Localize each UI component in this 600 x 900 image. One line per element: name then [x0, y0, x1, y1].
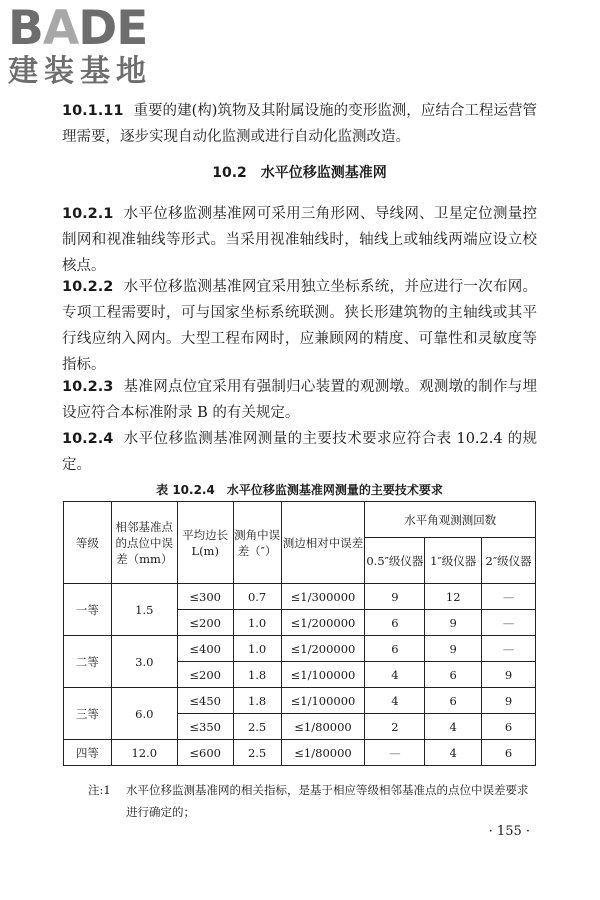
cell-r1: 6: [425, 688, 482, 714]
cell-r05: 6: [365, 636, 425, 662]
clause-number: 10.2.3: [62, 379, 114, 395]
table-caption-number: 表 10.2.4: [156, 483, 215, 497]
cell-grade: 二等: [64, 636, 112, 688]
header-side-error: 测边相对中误差: [281, 502, 365, 584]
table-row: [64, 688, 536, 714]
note-text: 水平位移监测基准网的相关指标，是基于相应等级相邻基准点的点位中误差要求进行确定的；: [126, 783, 529, 819]
logo-wordmark: BADE: [8, 1, 148, 56]
cell-r1: 6: [425, 662, 482, 688]
cell-r1: 9: [425, 636, 482, 662]
cell-grade: 三等: [64, 688, 112, 740]
header-avg-side: 平均边长 L(m): [177, 502, 233, 584]
clause-10-2-4: [62, 426, 537, 478]
bade-logo: [8, 1, 178, 89]
header-instrument-0-5: 0.5″级仪器: [365, 538, 425, 584]
header-point-error: 相邻基准点的点位中误差（mm）: [111, 502, 177, 584]
cell-relative: ≤1/100000: [281, 688, 365, 714]
clause-10-2-3: [62, 374, 537, 426]
cell-r05: 4: [365, 662, 425, 688]
table-row: [64, 584, 536, 610]
clause-text: 水平位移监测基准网可采用三角形网、导线网、卫星定位测量控制网和视准轴线等形式。当采用视准轴线时，轴线上或轴线两端应设立校核点。: [62, 206, 537, 274]
table-note: [88, 779, 532, 823]
section-title: 水平位移监测基准网: [260, 165, 387, 181]
cell-angle: 2.5: [233, 714, 281, 740]
cell-r1: 4: [425, 740, 482, 766]
cell-r2: 6: [482, 740, 536, 766]
table-caption: [62, 481, 537, 498]
page-number: · 155 ·: [488, 824, 530, 839]
clause-text: 水平位移监测基准网测量的主要技术要求应符合表 10.2.4 的规定。: [62, 431, 537, 473]
cell-relative: ≤1/80000: [281, 740, 365, 766]
cell-point-error: 12.0: [111, 740, 177, 766]
cell-angle: 1.0: [233, 636, 281, 662]
table-row: [64, 636, 536, 662]
cell-r05: —: [365, 740, 425, 766]
cell-relative: ≤1/300000: [281, 584, 365, 610]
cell-side: ≤300: [177, 584, 233, 610]
technical-requirements-table: [63, 501, 536, 766]
clause-text: 水平位移监测基准网宜采用独立坐标系统，并应进行一次布网。专项工程需要时，可与国家坐标系统联测。狭长形建筑物的主轴线或其平行线应纳入网内。大型工程布网时，应兼顾网的精度、可靠性和灵敏度等指标。: [62, 279, 537, 373]
cell-point-error: 1.5: [111, 584, 177, 636]
cell-r1: 12: [425, 584, 482, 610]
cell-relative: ≤1/100000: [281, 662, 365, 688]
cell-grade: 四等: [64, 740, 112, 766]
cell-r1: 9: [425, 610, 482, 636]
table-caption-title: 水平位移监测基准网测量的主要技术要求: [226, 483, 443, 497]
cell-angle: 0.7: [233, 584, 281, 610]
clause-number: 10.2.1: [62, 206, 114, 222]
cell-side: ≤200: [177, 610, 233, 636]
section-heading: [62, 162, 537, 182]
header-rounds: 水平角观测测回数: [365, 502, 536, 538]
note-label: 注:1: [88, 783, 111, 797]
cell-relative: ≤1/80000: [281, 714, 365, 740]
cell-r05: 6: [365, 610, 425, 636]
cell-point-error: 6.0: [111, 688, 177, 740]
cell-angle: 1.8: [233, 688, 281, 714]
cell-relative: ≤1/200000: [281, 636, 365, 662]
cell-r2: —: [482, 636, 536, 662]
cell-side: ≤400: [177, 636, 233, 662]
clause-number: 10.2.4: [62, 431, 114, 447]
header-angle-error: 测角中误差（″）: [233, 502, 281, 584]
header-instrument-2: 2″级仪器: [482, 538, 536, 584]
cell-side: ≤200: [177, 662, 233, 688]
clause-text: 重要的建(构)筑物及其附属设施的变形监测，应结合工程运营管理需要，逐步实现自动化监测或进行自动化监测改造。: [62, 103, 537, 145]
cell-side: ≤450: [177, 688, 233, 714]
logo-chinese: 建装基地: [8, 54, 152, 89]
clause-10-1-11: [62, 98, 537, 150]
logo-letter-a: A: [42, 1, 79, 56]
clause-number: 10.1.11: [62, 103, 124, 119]
cell-r2: 6: [482, 714, 536, 740]
clause-10-2-1: [62, 201, 537, 279]
header-grade: 等级: [64, 502, 112, 584]
cell-relative: ≤1/200000: [281, 610, 365, 636]
cell-angle: 2.5: [233, 740, 281, 766]
clause-text: 基准网点位宜采用有强制归心装置的观测墩。观测墩的制作与埋设应符合本标准附录 B 的有关规定。: [62, 379, 537, 421]
cell-r2: —: [482, 584, 536, 610]
cell-r2: —: [482, 610, 536, 636]
cell-side: ≤600: [177, 740, 233, 766]
cell-point-error: 3.0: [111, 636, 177, 688]
cell-r05: 2: [365, 714, 425, 740]
table-row: [64, 740, 536, 766]
cell-angle: 1.0: [233, 610, 281, 636]
cell-r05: 4: [365, 688, 425, 714]
cell-r05: 9: [365, 584, 425, 610]
cell-side: ≤350: [177, 714, 233, 740]
cell-grade: 一等: [64, 584, 112, 636]
clause-number: 10.2.2: [62, 279, 114, 295]
clause-10-2-2: [62, 274, 537, 378]
cell-r2: 9: [482, 688, 536, 714]
section-number: 10.2: [212, 165, 247, 181]
cell-r1: 4: [425, 714, 482, 740]
header-instrument-1: 1″级仪器: [425, 538, 482, 584]
cell-angle: 1.8: [233, 662, 281, 688]
cell-r2: 9: [482, 662, 536, 688]
